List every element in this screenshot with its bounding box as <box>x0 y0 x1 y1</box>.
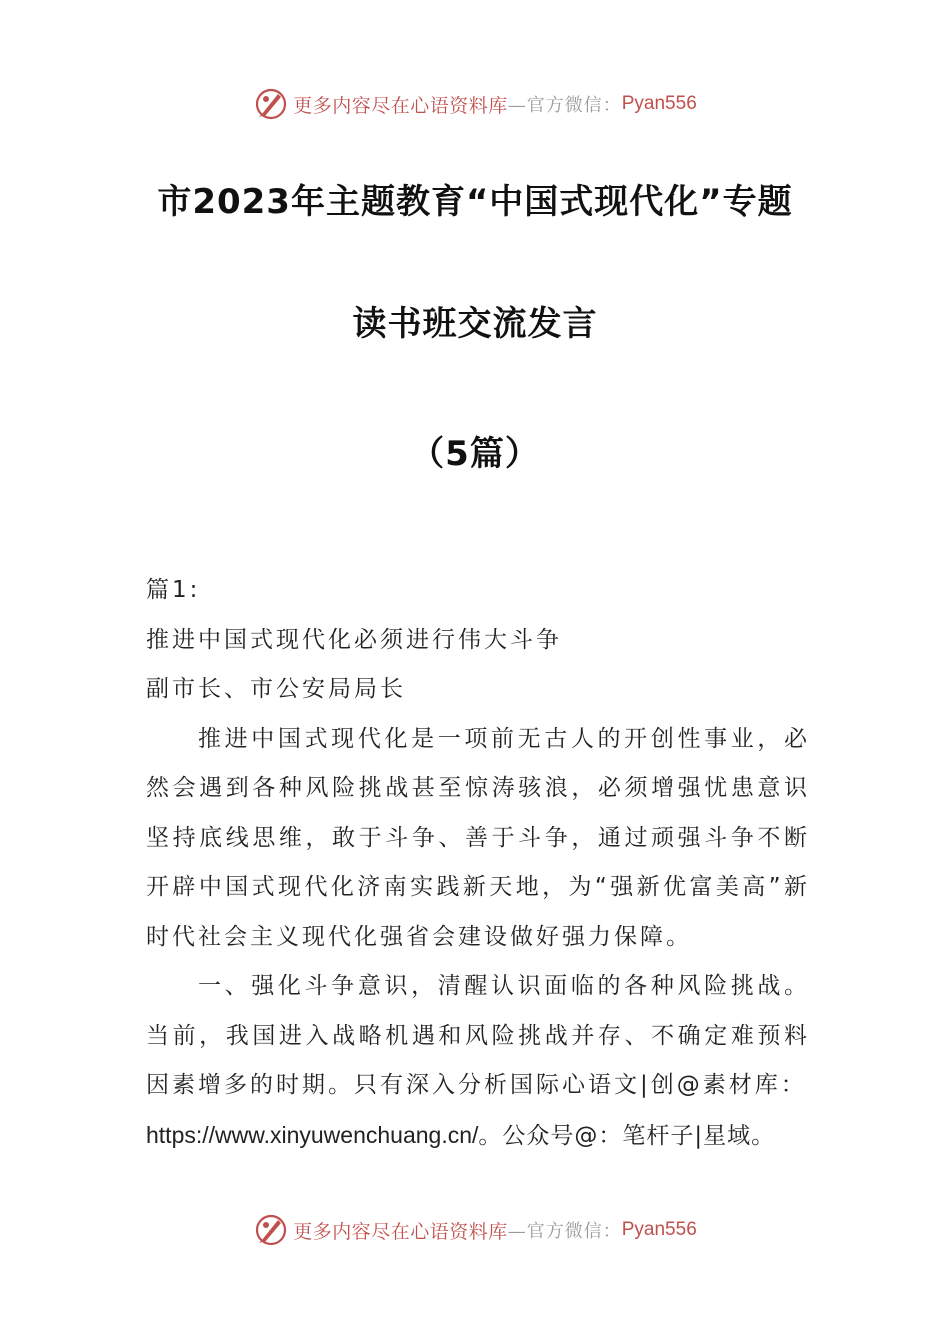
document-title-line1: 市2023年主题教育“中国式现代化”专题 <box>157 182 793 222</box>
header-banner <box>0 84 950 124</box>
author-line: 副市长、市公安局局长 <box>146 676 406 702</box>
document-title-line3: （5篇） <box>410 434 540 474</box>
section-title: 推进中国式现代化必须进行伟大斗争 <box>146 626 562 653</box>
url-line <box>146 1111 810 1162</box>
paragraph: 一、强化斗争意识，清醒认识面临的各种风险挑战。当前，我国进入战略机遇和风险挑战并存、不确定难预料因素增多的时期。只有深入分析国际心语文|创@素材库： <box>146 973 810 1098</box>
document-body <box>146 566 810 1161</box>
paragraph-tail: 。公众号@：笔杆子|星域。 <box>478 1122 776 1149</box>
wechat-id: Pyan556 <box>621 93 697 114</box>
paragraph: 推进中国式现代化是一项前无古人的开创性事业，必然会遇到各种风险挑战甚至惊涛骇浪，必须增强忧患意识坚持底线思维，敢于斗争、善于斗争，通过顽强斗争不断开辟中国式现代化济南实践新天地，为“强新优富美高”新时代社会主义现代化强省会建设做好强力保障。 <box>146 725 810 950</box>
ad-text: 更多内容尽在心语资料库 <box>293 1220 508 1243</box>
ad-label: —官方微信： <box>507 95 622 116</box>
source-url[interactable]: https://www.xinyuwenchuang.cn/ <box>146 1121 479 1148</box>
section-label: 篇1: <box>146 577 201 603</box>
footer-banner <box>0 1210 950 1250</box>
ad-label: —官方微信： <box>507 1221 622 1242</box>
ad-text: 更多内容尽在心语资料库 <box>293 94 508 117</box>
document-title-line2: 读书班交流发言 <box>352 304 598 344</box>
wechat-id: Pyan556 <box>621 1219 697 1240</box>
pen-logo-icon <box>253 1212 289 1248</box>
pen-logo-icon <box>253 86 289 122</box>
